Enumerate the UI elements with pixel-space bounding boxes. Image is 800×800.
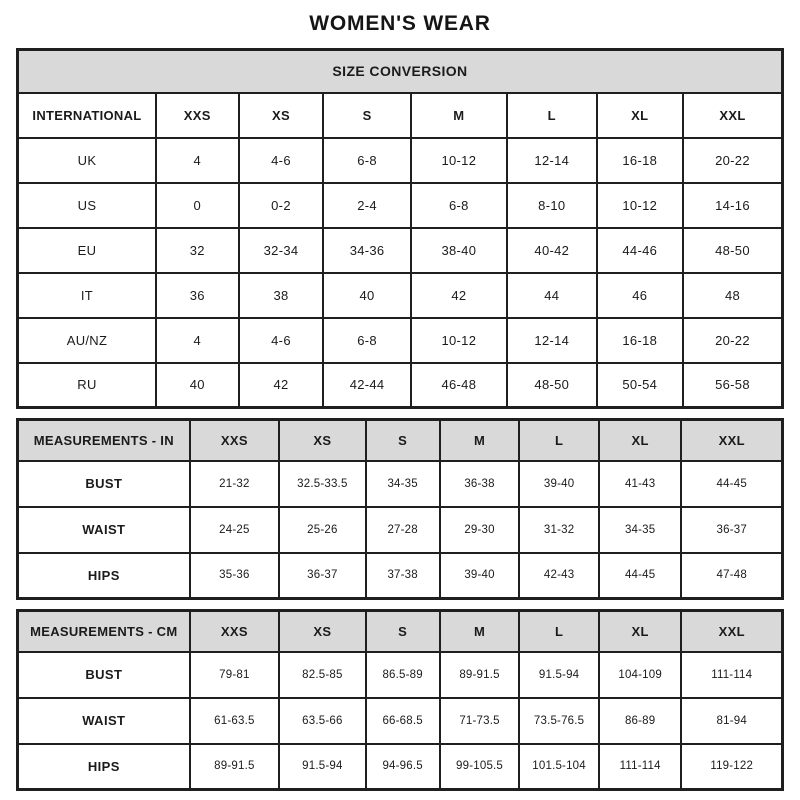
table-cell: 48: [683, 273, 783, 318]
column-header: L: [519, 420, 599, 461]
table-cell: 48-50: [683, 228, 783, 273]
table-cell: 89-91.5: [440, 652, 520, 698]
table-cell: 0: [156, 183, 239, 228]
table-cell: 63.5-66: [279, 698, 365, 744]
column-header: XL: [597, 93, 683, 138]
table-title: MEASUREMENTS - IN: [18, 420, 190, 461]
measurements-cm-table: [16, 609, 784, 791]
table-cell: 20-22: [683, 138, 783, 183]
table-cell: 119-122: [681, 744, 782, 790]
table-cell: 29-30: [440, 507, 520, 553]
column-header: M: [440, 420, 520, 461]
table-cell: 8-10: [507, 183, 597, 228]
table-row: [18, 507, 783, 553]
column-header: M: [411, 93, 507, 138]
table-cell: 4-6: [239, 138, 324, 183]
column-header: XL: [599, 611, 682, 652]
column-header: S: [366, 611, 440, 652]
table-cell: 86-89: [599, 698, 682, 744]
table-cell: 42-43: [519, 553, 599, 599]
table-row: [18, 698, 783, 744]
table-cell: 32.5-33.5: [279, 461, 365, 507]
table-cell: 91.5-94: [279, 744, 365, 790]
table-cell: 27-28: [366, 507, 440, 553]
table-title: MEASUREMENTS - CM: [18, 611, 190, 652]
row-label: HIPS: [18, 744, 190, 790]
table-cell: 89-91.5: [190, 744, 280, 790]
table-cell: 46-48: [411, 363, 507, 408]
table-cell: 56-58: [683, 363, 783, 408]
column-header: XXL: [681, 420, 782, 461]
table-cell: 21-32: [190, 461, 280, 507]
table-cell: 82.5-85: [279, 652, 365, 698]
row-label: HIPS: [18, 553, 190, 599]
column-header: XXS: [156, 93, 239, 138]
table-cell: 6-8: [323, 138, 410, 183]
table-cell: 24-25: [190, 507, 280, 553]
table-cell: 94-96.5: [366, 744, 440, 790]
row-axis-header: INTERNATIONAL: [18, 93, 156, 138]
table-cell: 40-42: [507, 228, 597, 273]
column-header: XXS: [190, 420, 280, 461]
table-cell: 16-18: [597, 318, 683, 363]
table-cell: 44-45: [681, 461, 782, 507]
row-label: WAIST: [18, 698, 190, 744]
page-title: WOMEN'S WEAR: [309, 12, 491, 35]
table-row: [18, 138, 783, 183]
table-cell: 79-81: [190, 652, 280, 698]
table-cell: 36-38: [440, 461, 520, 507]
table-cell: 71-73.5: [440, 698, 520, 744]
column-header-row: [18, 420, 783, 461]
row-label: UK: [18, 138, 156, 183]
row-label: IT: [18, 273, 156, 318]
column-header: XS: [279, 420, 365, 461]
size-conversion-table: [16, 48, 784, 409]
table-cell: 2-4: [323, 183, 410, 228]
column-header: XL: [599, 420, 682, 461]
table-cell: 16-18: [597, 138, 683, 183]
table-cell: 14-16: [683, 183, 783, 228]
table-cell: 91.5-94: [519, 652, 599, 698]
table-cell: 0-2: [239, 183, 324, 228]
column-header: XXL: [683, 93, 783, 138]
table-cell: 10-12: [411, 318, 507, 363]
table-cell: 46: [597, 273, 683, 318]
column-header: L: [507, 93, 597, 138]
table-cell: 12-14: [507, 318, 597, 363]
table-cell: 50-54: [597, 363, 683, 408]
table-cell: 6-8: [411, 183, 507, 228]
table-cell: 34-35: [366, 461, 440, 507]
table-cell: 104-109: [599, 652, 682, 698]
table-cell: 38-40: [411, 228, 507, 273]
column-header-row: [18, 93, 783, 138]
table-cell: 36-37: [681, 507, 782, 553]
table-cell: 6-8: [323, 318, 410, 363]
table-cell: 101.5-104: [519, 744, 599, 790]
table-cell: 36-37: [279, 553, 365, 599]
table-cell: 42-44: [323, 363, 410, 408]
table-cell: 66-68.5: [366, 698, 440, 744]
table-cell: 40: [156, 363, 239, 408]
table-cell: 35-36: [190, 553, 280, 599]
row-label: AU/NZ: [18, 318, 156, 363]
table-cell: 73.5-76.5: [519, 698, 599, 744]
table-cell: 86.5-89: [366, 652, 440, 698]
table-cell: 111-114: [681, 652, 782, 698]
table-cell: 31-32: [519, 507, 599, 553]
table-cell: 25-26: [279, 507, 365, 553]
table-cell: 81-94: [681, 698, 782, 744]
table-row: [18, 553, 783, 599]
table-row: [18, 228, 783, 273]
measurements-in-table: [16, 418, 784, 600]
table-cell: 40: [323, 273, 410, 318]
row-label: BUST: [18, 652, 190, 698]
table-cell: 4-6: [239, 318, 324, 363]
table-row: [18, 183, 783, 228]
table-cell: 34-36: [323, 228, 410, 273]
table-cell: 38: [239, 273, 324, 318]
table-cell: 32: [156, 228, 239, 273]
table-cell: 61-63.5: [190, 698, 280, 744]
row-label: WAIST: [18, 507, 190, 553]
table-cell: 32-34: [239, 228, 324, 273]
table-row: [18, 744, 783, 790]
column-header: XXS: [190, 611, 280, 652]
row-label: RU: [18, 363, 156, 408]
row-label: EU: [18, 228, 156, 273]
table-cell: 36: [156, 273, 239, 318]
table-cell: 99-105.5: [440, 744, 520, 790]
column-header: XS: [279, 611, 365, 652]
table-cell: 10-12: [597, 183, 683, 228]
table-cell: 34-35: [599, 507, 682, 553]
table-cell: 12-14: [507, 138, 597, 183]
table-row: [18, 273, 783, 318]
table-title: SIZE CONVERSION: [18, 50, 783, 93]
table-cell: 39-40: [519, 461, 599, 507]
table-cell: 41-43: [599, 461, 682, 507]
table-row: [18, 461, 783, 507]
table-cell: 48-50: [507, 363, 597, 408]
table-row: [18, 363, 783, 408]
table-cell: 44-46: [597, 228, 683, 273]
table-cell: 4: [156, 138, 239, 183]
table-cell: 42: [239, 363, 324, 408]
table-cell: 42: [411, 273, 507, 318]
table-cell: 111-114: [599, 744, 682, 790]
table-cell: 10-12: [411, 138, 507, 183]
row-label: US: [18, 183, 156, 228]
column-header: XS: [239, 93, 324, 138]
table-cell: 44-45: [599, 553, 682, 599]
table-cell: 39-40: [440, 553, 520, 599]
table-row: [18, 652, 783, 698]
table-cell: 47-48: [681, 553, 782, 599]
column-header-row: [18, 611, 783, 652]
table-cell: 20-22: [683, 318, 783, 363]
row-label: BUST: [18, 461, 190, 507]
table-cell: 44: [507, 273, 597, 318]
table-row: [18, 318, 783, 363]
column-header: S: [323, 93, 410, 138]
column-header: XXL: [681, 611, 782, 652]
table-cell: 4: [156, 318, 239, 363]
table-title-row: [18, 50, 783, 93]
column-header: S: [366, 420, 440, 461]
column-header: M: [440, 611, 520, 652]
table-cell: 37-38: [366, 553, 440, 599]
column-header: L: [519, 611, 599, 652]
